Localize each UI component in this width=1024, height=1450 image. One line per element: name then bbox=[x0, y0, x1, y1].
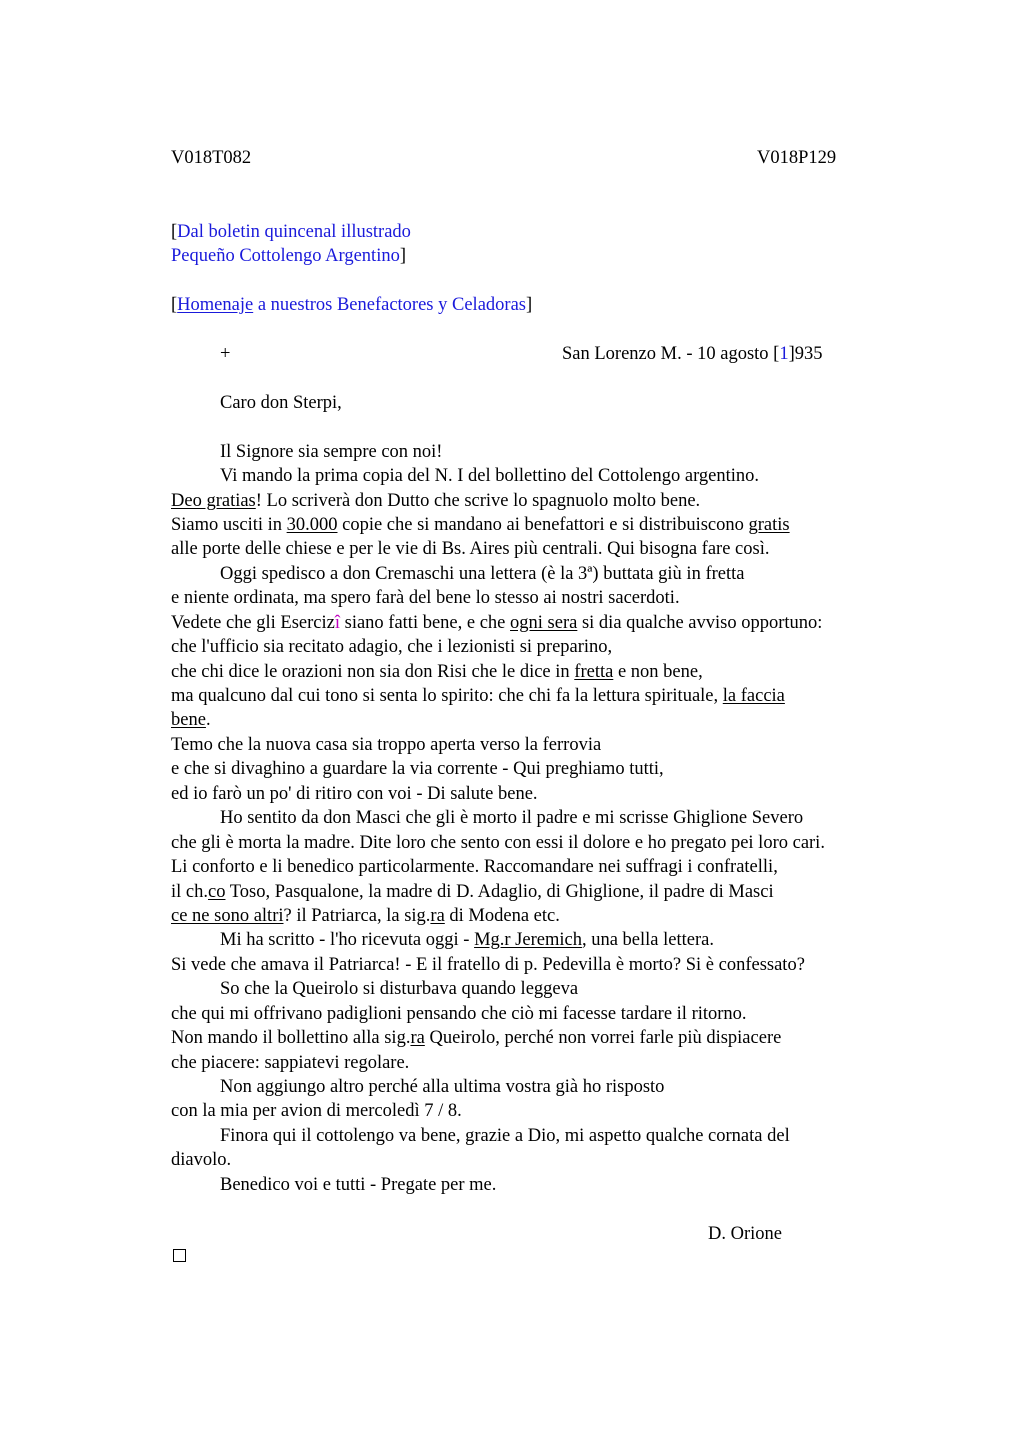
letter-line: che l'ufficio sia recitato adagio, che i lezionisti si preparino, bbox=[171, 637, 613, 657]
letter-line: Non aggiungo altro perché alla ultima vostra già ho risposto bbox=[220, 1077, 665, 1097]
letter-line: Si vede che amava il Patriarca! - E il fratello di p. Pedevilla è morto? Si è confessato? bbox=[171, 955, 805, 975]
checkbox-square-icon bbox=[173, 1249, 186, 1262]
letter-line: Li conforto e li benedico particolarmente. Raccomandare nei suffragi i confratelli, bbox=[171, 857, 778, 877]
letter-line: So che la Queirolo si disturbava quando leggeva bbox=[220, 979, 579, 999]
letter-line: ma qualcuno dal cui tono si senta lo spirito: che chi fa la lettura spirituale, la faccia bbox=[171, 686, 785, 706]
date-digit: 1 bbox=[779, 344, 789, 364]
cross-mark: + bbox=[220, 344, 231, 364]
bracket: ] bbox=[525, 295, 533, 315]
letter-line: con la mia per avion di mercoledì 7 / 8. bbox=[171, 1101, 462, 1121]
letter-line: Il Signore sia sempre con noi! bbox=[220, 442, 443, 462]
greeting: Caro don Sterpi, bbox=[220, 393, 342, 413]
letter-line: e che si divaghino a guardare la via corrente - Qui preghiamo tutti, bbox=[171, 759, 664, 779]
source-line-2 bbox=[171, 244, 406, 268]
letter-line: e niente ordinata, ma spero farà del bene lo stesso ai nostri sacerdoti. bbox=[171, 588, 680, 608]
letter-line: diavolo. bbox=[171, 1150, 232, 1170]
letter-line: Vedete che gli Esercizî siano fatti bene, e che ogni sera si dia qualche avviso opportuno: bbox=[171, 613, 823, 633]
source-title: Dal boletin quincenal illustrado bbox=[177, 222, 411, 242]
letter-line: Temo che la nuova casa sia troppo aperta verso la ferrovia bbox=[171, 735, 602, 755]
letter-line: che chi dice le orazioni non sia don Risi che le dice in fretta e non bene, bbox=[171, 662, 703, 682]
heading-rest: a nuestros Benefactores y Celadoras bbox=[253, 295, 526, 315]
letter-line: Non mando il bollettino alla sig.ra Queirolo, perché non vorrei farle più dispiacere bbox=[171, 1028, 782, 1048]
letter-line: Mi ha scritto - l'ho ricevuta oggi - Mg.r Jeremich, una bella lettera. bbox=[220, 930, 714, 950]
letter-line: Finora qui il cottolengo va bene, grazie a Dio, mi aspetto qualche cornata del bbox=[220, 1126, 790, 1146]
bracket: ] bbox=[399, 246, 407, 266]
document-code-right: V018P129 bbox=[757, 148, 837, 168]
letter-line: che piacere: sappiatevi regolare. bbox=[171, 1053, 410, 1073]
letter-line: ce ne sono altri? il Patriarca, la sig.ra di Modena etc. bbox=[171, 906, 560, 926]
letter-line: alle porte delle chiese e per le vie di Bs. Aires più centrali. Qui bisogna fare così. bbox=[171, 539, 770, 559]
letter-line: Siamo usciti in 30.000 copie che si mandano ai benefattori e si distribuiscono gratis bbox=[171, 515, 790, 535]
letter-line: Deo gratias! Lo scriverà don Dutto che scrive lo spagnuolo molto bene. bbox=[171, 491, 701, 511]
letter-line: bene. bbox=[171, 710, 211, 730]
letter-line: Ho sentito da don Masci che gli è morto il padre e mi scrisse Ghiglione Severo bbox=[220, 808, 804, 828]
bracket: [ bbox=[171, 295, 178, 315]
source-line-1 bbox=[171, 220, 411, 244]
letter-line: Oggi spedisco a don Cremaschi una lettera (è la 3ª) buttata giù in fretta bbox=[220, 564, 745, 584]
letter-line: che qui mi offrivano padiglioni pensando che ciò mi facesse tardare il ritorno. bbox=[171, 1004, 747, 1024]
letter-line: il ch.co Toso, Pasqualone, la madre di D. Adaglio, di Ghiglione, il padre di Masci bbox=[171, 882, 774, 902]
source-subtitle: Pequeño Cottolengo Argentino bbox=[171, 246, 400, 266]
heading-keyword: Homenaje bbox=[177, 295, 254, 315]
letter-line: Vi mando la prima copia del N. I del bollettino del Cottolengo argentino. bbox=[220, 466, 760, 486]
document-code-left: V018T082 bbox=[171, 148, 252, 168]
dateline: San Lorenzo M. - 10 agosto [1]935 bbox=[562, 344, 823, 364]
letter-line: ed io farò un po' di ritiro con voi - Di salute bene. bbox=[171, 784, 538, 804]
source-heading bbox=[171, 293, 532, 317]
letter-line: che gli è morta la madre. Dite loro che sento con essi il dolore e ho pregato pei loro cari. bbox=[171, 833, 825, 853]
letter-line: Benedico voi e tutti - Pregate per me. bbox=[220, 1175, 497, 1195]
signature: D. Orione bbox=[708, 1224, 782, 1244]
bracket: [ bbox=[171, 222, 178, 242]
